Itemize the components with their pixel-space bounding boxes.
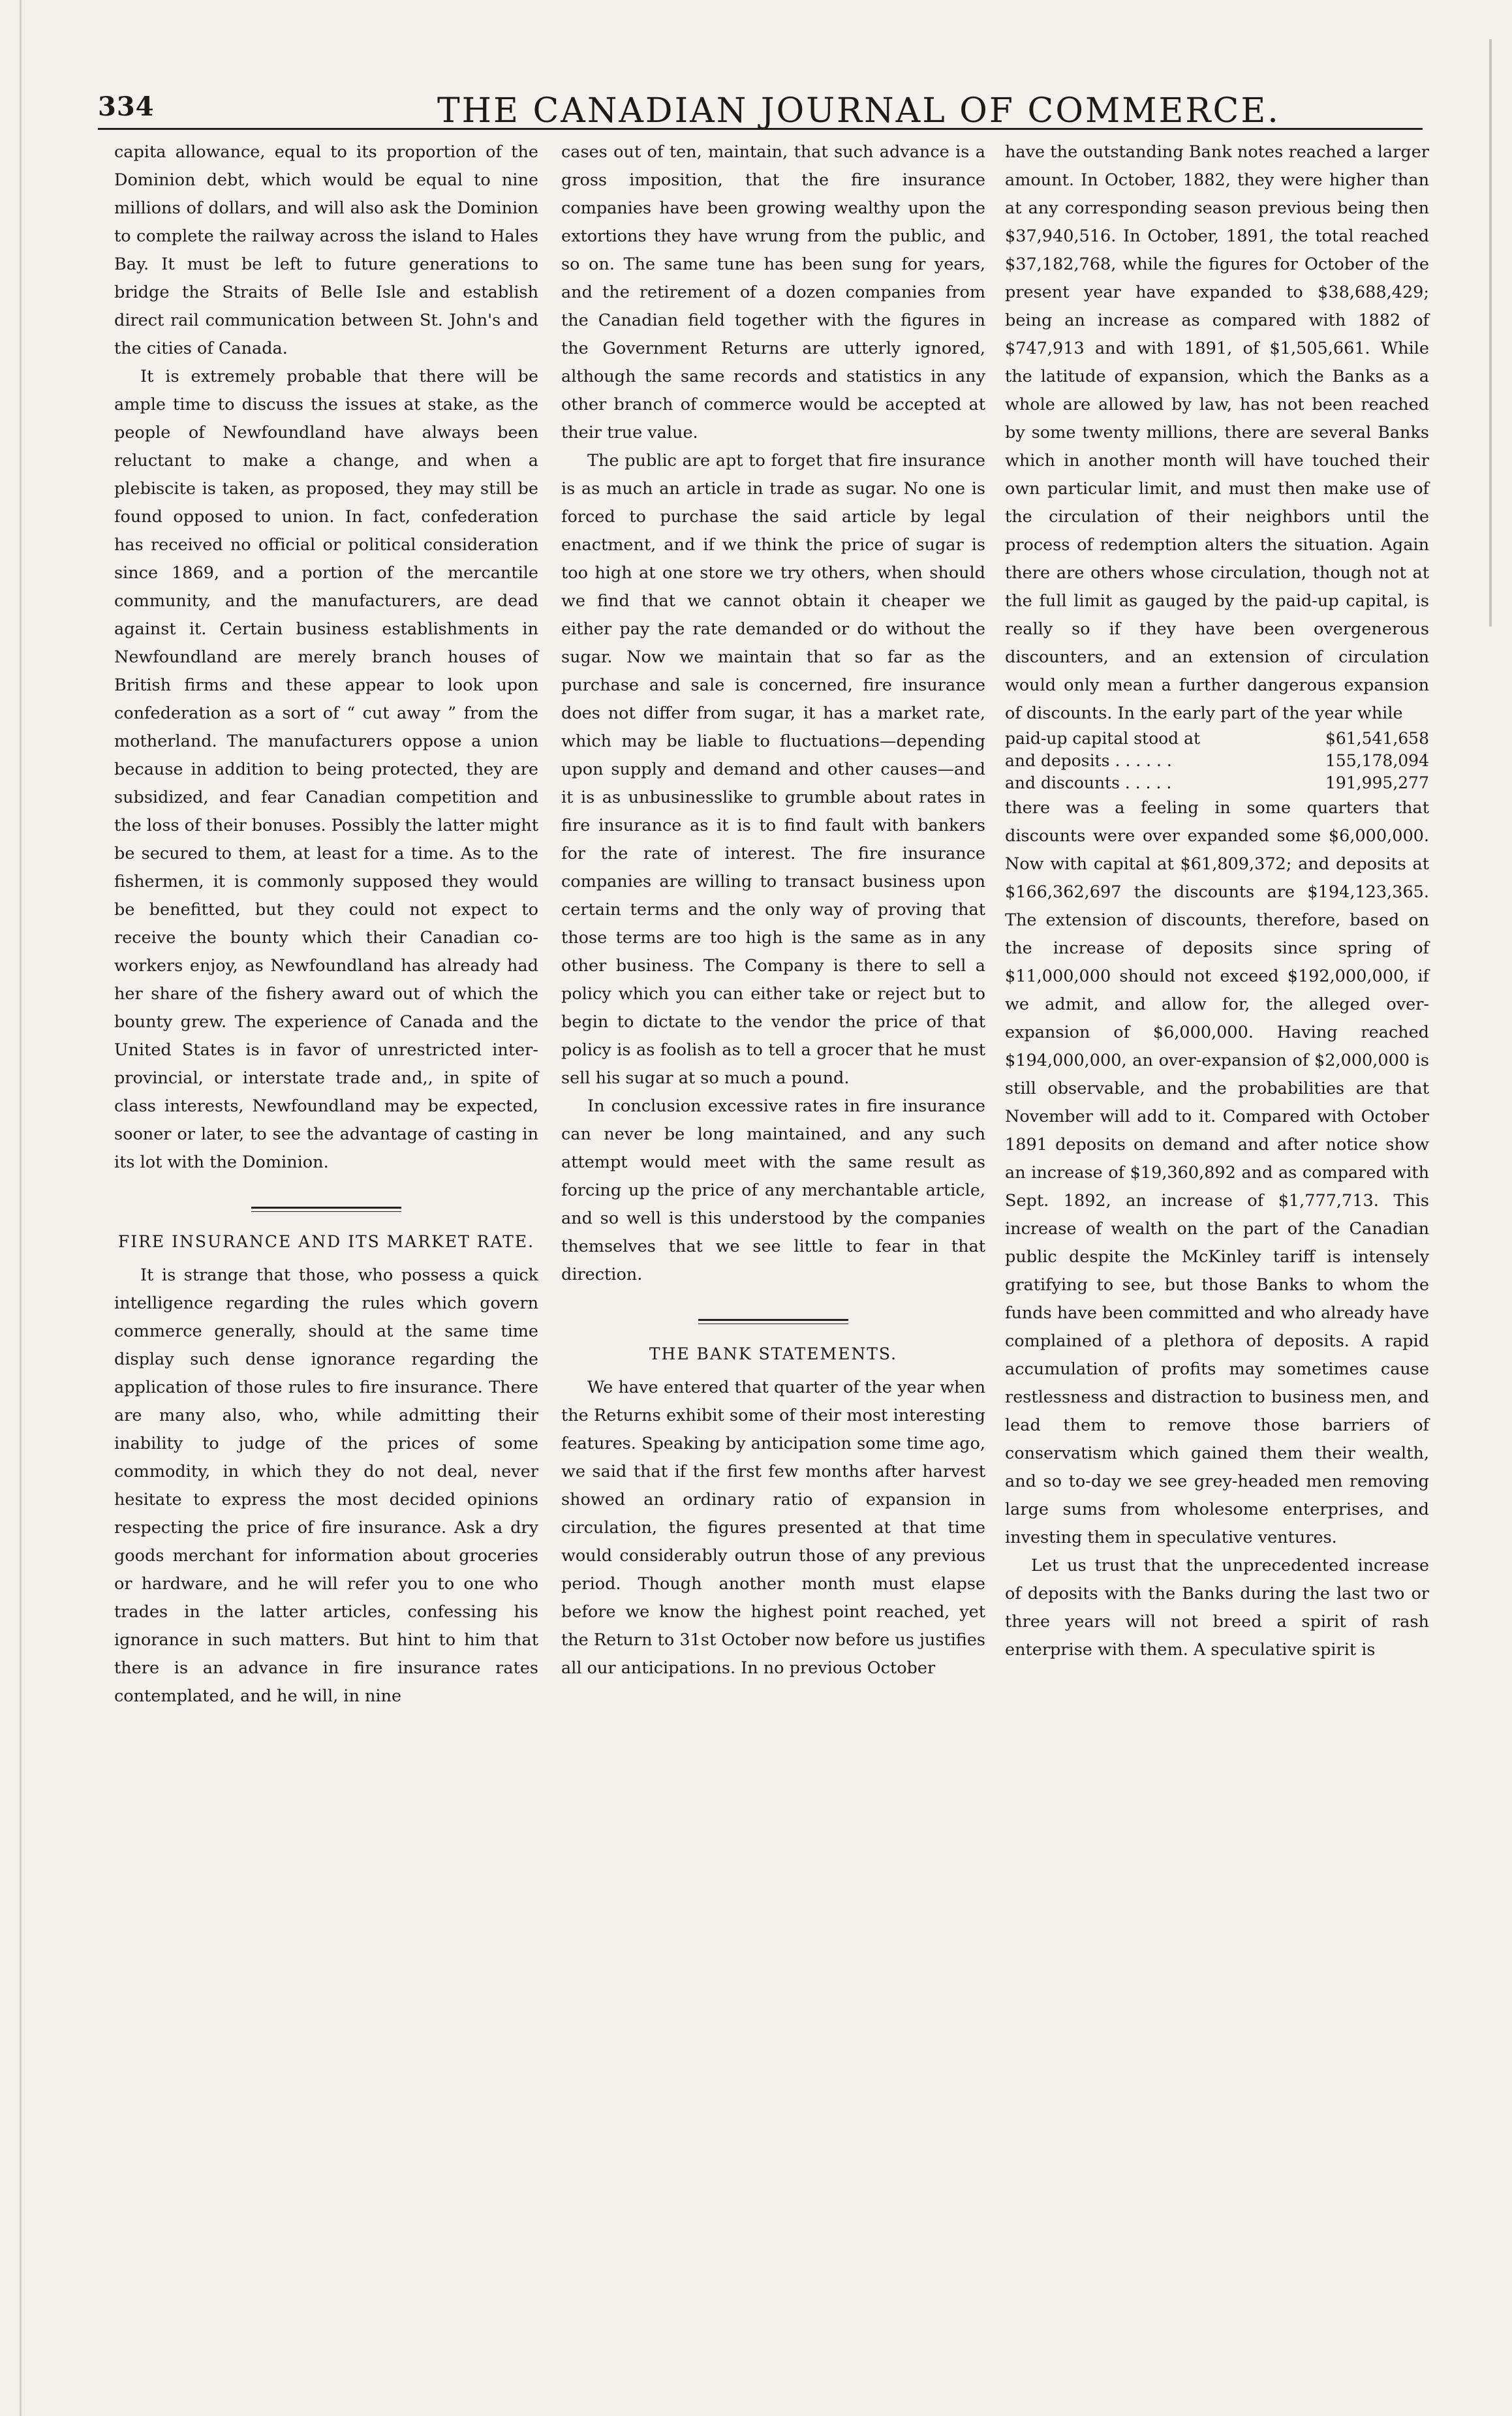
journal-title: THE CANADIAN JOURNAL OF COMMERCE.: [437, 91, 1280, 131]
paragraph: Let us trust that the unprecedented increase of deposits with the Banks during the last two or three years will not breed a spirit of rash enterprise with them. A speculative spirit is: [1005, 1556, 1429, 1660]
paragraph: It is extremely probable that there will be ample time to discuss the issues at stake, as the people of Newfoundland have always been reluctant to make a change, and when a plebiscite is taken, as proposed, they may still be found opposed to union. In fact, confederation has received no official or political consideration since 1869, and a portion of the mercantile community, and the manufacturers, are dead against it. Certain business establishments in Newfoundland are merely branch houses of British firms and these appear to look upon confederation as a sort of “ cut away ” from the motherland. The manufacturers oppose a union because in addition to being protected, they are subsidized, and fear Canadian competition and the loss of their bonuses. Possibly the latter might be secured to them, at least for a time. As to the fishermen, it is commonly supposed they would be benefitted, but they could not expect to receive the bounty which their Canadian co-workers enjoy, as Newfoundland has already had her share of the fishery award out of which the bounty grew. The experience of Canada and the United States is in favor of unrestricted inter-provincial, or interstate trade and,, in spite of class interests, Newfoundland may be expected, sooner or later, to see the advantage of casting in its lot with the Dominion.: [114, 367, 538, 1172]
paragraph: have the outstanding Bank notes reached a larger amount. In October, 1882, they were higher than at any corresponding season previous being then $37,940,516. In October, 1891, the total reached $37,182,768, while the figures for October of the present year have expanded to $38,688,429; being an increase as compared with 1882 of $747,913 and with 1891, of $1,505,661. While the latitude of expansion, which the Banks as a whole are allowed by law, has not been reached by some twenty millions, there are several Banks which in another month will have touched their own particular limit, and must then make use of the circulation of their neighbors until the process of redemption alters the situation. Again there are others whose circulation, though not at the full limit as gauged by the paid-up capital, is really so if they have been overgenerous discounters, and an extension of circulation would only mean a further dangerous expansion of discounts. In the early part of the year while: [1005, 142, 1429, 723]
scan-edge-left: [20, 0, 22, 2416]
figure-row: paid-up capital stood at $61,541,658: [1005, 729, 1429, 748]
figure-row: and discounts . . . . . 191,995,277: [1005, 773, 1429, 792]
section-title-fire-insurance: FIRE INSURANCE AND ITS MARKET RATE.: [117, 1232, 535, 1251]
paragraph: We have entered that quarter of the year when the Returns exhibit some of their most interesting features. Speaking by anticipation some time ago, we said that if the first few months after harvest showed an ordinary ratio of expansion in circulation, the figures presented at that time would considerably outrun those of any previous period. Though another month must elapse before we know the highest point reached, yet the Return to 31st October now before us justifies all our anticipations. In no previous October: [561, 1378, 985, 1678]
paragraph: In conclusion excessive rates in fire insurance can never be long maintained, and any such attempt would meet with the same result as forcing up the price of any merchantable article, and so well is this understood by the companies themselves that we see little to fear in that direction.: [561, 1096, 985, 1284]
paragraph: It is strange that those, who possess a quick intelligence regarding the rules which govern commerce generally, should at the same time display such dense ignorance regarding the application of those rules to fire insurance. There are many also, who, while admitting their inability to judge of the prices of some commodity, in which they do not deal, never hesitate to express the most decided opinions respecting the price of fire insurance. Ask a dry goods merchant for information about groceries or hardware, and he will refer you to one who trades in the latter articles, confessing his ignorance in such matters. But hint to him that there is an advance in fire insurance rates contemplated, and he will, in nine: [114, 1265, 538, 1706]
column-1: [114, 138, 538, 1711]
paragraph: there was a feeling in some quarters that discounts were over expanded some $6,000,000. Now with capital at $61,809,372; and deposits at $166,362,697 the discounts are $194,123,365. The extension of discounts, therefore, based on the increase of deposits since spring of $11,000,000 should not exceed $192,000,000, if we admit, and allow for, the alleged over-expansion of $6,000,000. Having reached $194,000,000, an over-expansion of $2,000,000 is still observable, and the probabilities are that November will add to it. Compared with October 1891 deposits on demand and after notice show an increase of $19,360,892 and as compared with Sept. 1892, an increase of $1,777,713. This increase of wealth on the part of the Canadian public despite the McKinley tariff is intensely gratifying to see, but those Banks to whom the funds have been committed and who already have complained of a plethora of deposits. A rapid accumulation of profits may sometimes cause restlessness and distraction to business men, and lead them to remove those barriers of conservatism which gained them their wealth, and so to-day we see grey-headed men removing large sums from wholesome enterprises, and investing them in speculative ventures.: [1005, 798, 1429, 1547]
section-title-bank-statements: THE BANK STATEMENTS.: [649, 1344, 898, 1363]
section-divider: [251, 1207, 401, 1212]
paragraph: cases out of ten, maintain, that such advance is a gross imposition, that the fire insurance companies have been growing wealthy upon the extortions they have wrung from the public, and so on. The same tune has been sung for years, and the retirement of a dozen companies from the Canadian field together with the figures in the Government Returns are utterly ignored, although the same records and statistics in any other branch of commerce would be accepted at their true value.: [561, 142, 985, 442]
page-number: 334: [98, 91, 155, 122]
paragraph: The public are apt to forget that fire insurance is as much an article in trade as sugar. No one is forced to purchase the said article by legal enactment, and if we think the price of sugar is too high at one store we try others, when should we find that we cannot obtain it cheaper we either pay the rate demanded or do without the sugar. Now we maintain that so far as the purchase and sale is concerned, fire insurance does not differ from sugar, it has a market rate, which may be liable to fluctuations—depending upon supply and demand and other causes—and it is as unbusinesslike to grumble about rates in fire insurance as it is to find fault with bankers for the rate of interest. The fire insurance companies are willing to transact business upon certain terms and the only way of proving that those terms are too high is the same as in any other business. The Company is there to sell a policy which you can either take or reject but to begin to dictate to the vendor the price of that policy is as foolish as to tell a grocer that he must sell his sugar at so much a pound.: [561, 451, 985, 1088]
figure-row: and deposits . . . . . . 155,178,094: [1005, 751, 1429, 770]
column-2: [561, 138, 985, 1682]
section-divider: [698, 1319, 848, 1324]
bank-figures: [1005, 728, 1429, 794]
column-3: [1005, 138, 1429, 1664]
scan-edge-right: [1489, 39, 1492, 627]
header-rule: [98, 128, 1423, 130]
paragraph: capita allowance, equal to its proportion of the Dominion debt, which would be equal to nine millions of dollars, and will also ask the Dominion to complete the railway across the island to Hales Bay. It must be left to future generations to bridge the Straits of Belle Isle and establish direct rail communication between St. John's and the cities of Canada.: [114, 142, 538, 358]
